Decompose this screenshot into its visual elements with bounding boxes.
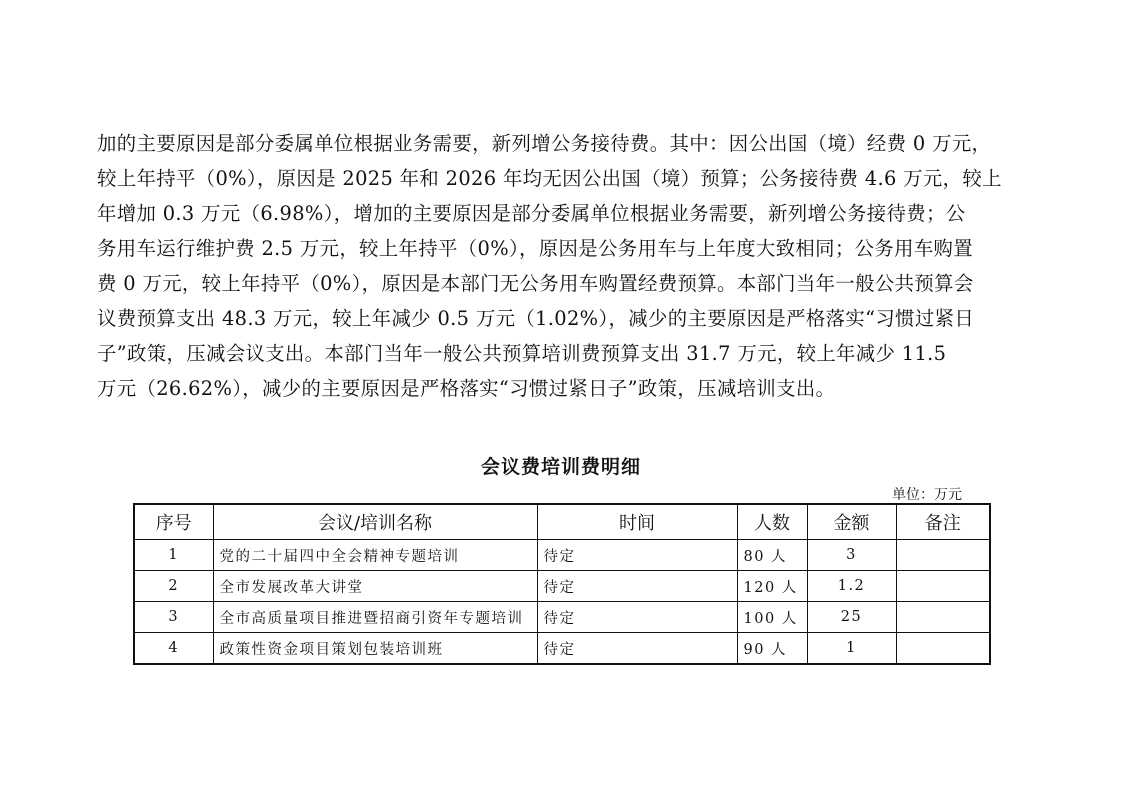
header-seq: 序号 bbox=[134, 504, 213, 540]
paragraph-line: 费 0 万元，较上年持平（0%），原因是本部门无公务用车购置经费预算。本部门当年一般公共预算会 bbox=[97, 272, 974, 295]
table-row bbox=[134, 633, 990, 665]
cell-name: 全市发展改革大讲堂 bbox=[213, 571, 537, 602]
cell-time: 待定 bbox=[537, 540, 737, 571]
cell-seq: 1 bbox=[134, 540, 213, 571]
paragraph-line: 年增加 0.3 万元（6.98%），增加的主要原因是部分委属单位根据业务需要，新列增公务接待费；公 bbox=[97, 202, 966, 225]
meeting-training-fee-table bbox=[133, 503, 991, 665]
header-time: 时间 bbox=[537, 504, 737, 540]
cell-note bbox=[896, 602, 990, 633]
paragraph-line: 加的主要原因是部分委属单位根据业务需要，新列增公务接待费。其中：因公出国（境）经费 0 万元， bbox=[97, 132, 992, 155]
cell-note bbox=[896, 633, 990, 665]
cell-name: 政策性资金项目策划包装培训班 bbox=[213, 633, 537, 665]
unit-label: 单位：万元 bbox=[892, 487, 962, 503]
cell-amount: 1.2 bbox=[807, 571, 896, 602]
cell-seq: 3 bbox=[134, 602, 213, 633]
paragraph-line: 子”政策，压减会议支出。本部门当年一般公共预算培训费预算支出 31.7 万元，较上年减少 11.5 bbox=[97, 342, 947, 365]
cell-people: 80 人 bbox=[737, 540, 807, 571]
cell-seq: 2 bbox=[134, 571, 213, 602]
cell-name: 党的二十届四中全会精神专题培训 bbox=[213, 540, 537, 571]
table-row bbox=[134, 540, 990, 571]
header-name: 会议/培训名称 bbox=[213, 504, 537, 540]
cell-time: 待定 bbox=[537, 633, 737, 665]
cell-amount: 3 bbox=[807, 540, 896, 571]
header-note: 备注 bbox=[896, 504, 990, 540]
cell-note bbox=[896, 540, 990, 571]
budget-explanation-paragraph bbox=[97, 126, 1032, 406]
cell-seq: 4 bbox=[134, 633, 213, 665]
header-amount: 金额 bbox=[807, 504, 896, 540]
paragraph-line: 较上年持平（0%），原因是 2025 年和 2026 年均无因公出国（境）预算；公务接待费 4.6 万元，较上 bbox=[97, 167, 1002, 190]
cell-note bbox=[896, 571, 990, 602]
paragraph-line: 务用车运行维护费 2.5 万元，较上年持平（0%），原因是公务用车与上年度大致相同；公务用车购置 bbox=[97, 237, 974, 260]
table-title: 会议费培训费明细 bbox=[480, 456, 641, 478]
cell-amount: 1 bbox=[807, 633, 896, 665]
header-people: 人数 bbox=[737, 504, 807, 540]
cell-amount: 25 bbox=[807, 602, 896, 633]
table-header-row bbox=[134, 504, 990, 540]
cell-name: 全市高质量项目推进暨招商引资年专题培训 bbox=[213, 602, 537, 633]
table-row bbox=[134, 602, 990, 633]
paragraph-line: 议费预算支出 48.3 万元，较上年减少 0.5 万元（1.02%），减少的主要原因是严格落实“习惯过紧日 bbox=[97, 307, 975, 330]
cell-people: 90 人 bbox=[737, 633, 807, 665]
paragraph-line: 万元（26.62%），减少的主要原因是严格落实“习惯过紧日子”政策，压减培训支出。 bbox=[97, 377, 836, 400]
cell-people: 120 人 bbox=[737, 571, 807, 602]
cell-time: 待定 bbox=[537, 602, 737, 633]
cell-time: 待定 bbox=[537, 571, 737, 602]
table-row bbox=[134, 571, 990, 602]
cell-people: 100 人 bbox=[737, 602, 807, 633]
